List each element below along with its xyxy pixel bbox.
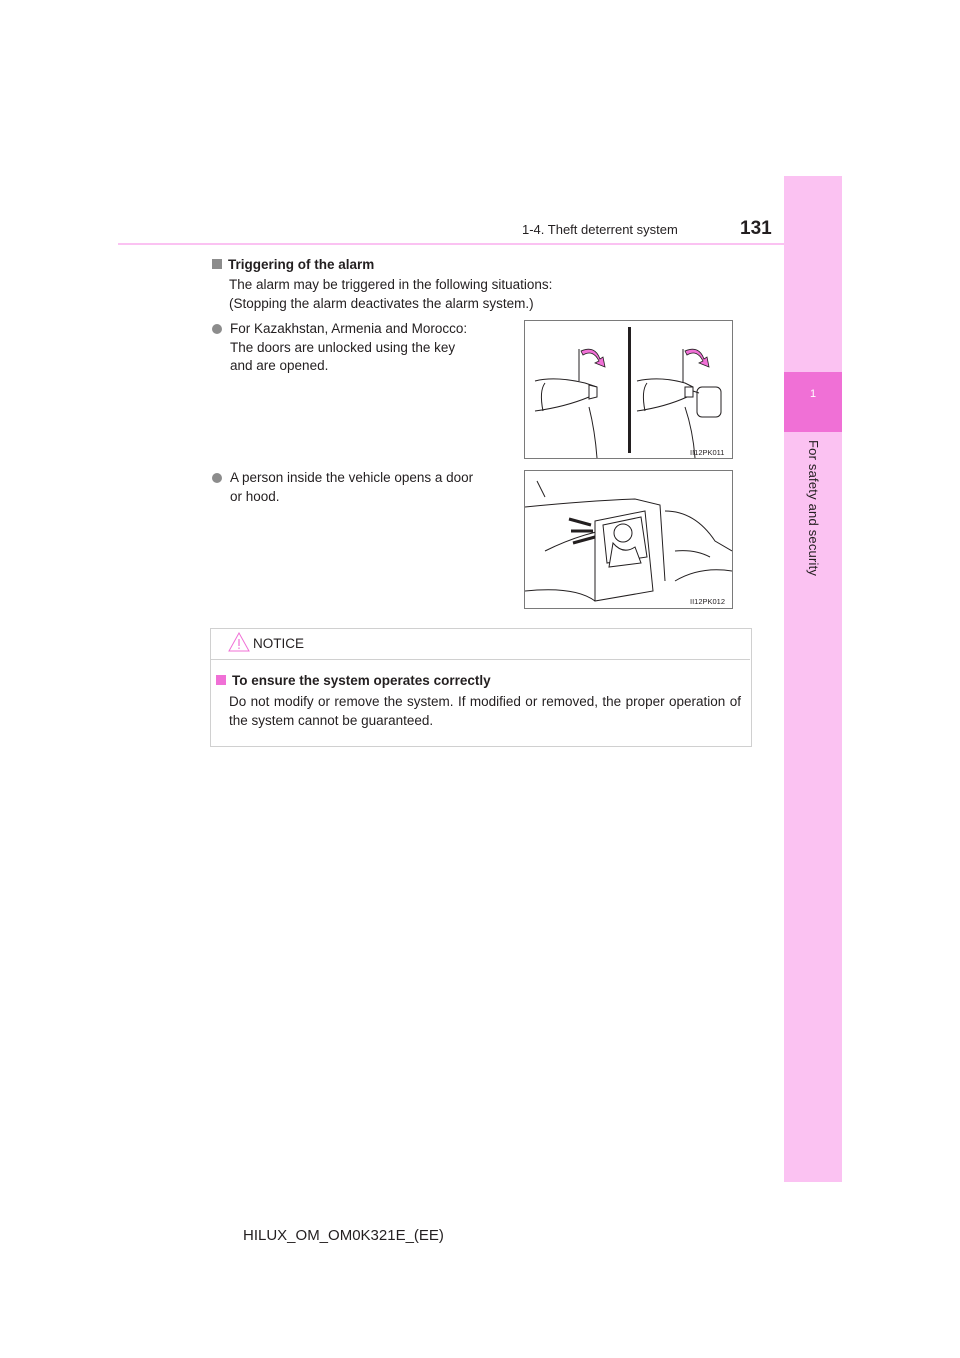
warning-triangle-icon <box>228 632 250 652</box>
section-heading: Triggering of the alarm <box>212 257 374 272</box>
chapter-number: 1 <box>809 388 817 400</box>
bullet-item-key-unlock: For Kazakhstan, Armenia and Morocco: The doors are unlocked using the key and are opened. <box>212 320 512 376</box>
circle-bullet-icon <box>212 473 222 483</box>
chapter-side-tab <box>784 176 842 1182</box>
figure-person-opens-door <box>524 470 733 609</box>
bullet-item-inside-open: A person inside the vehicle opens a door or hood. <box>212 469 512 506</box>
section-title: 1-4. Theft deterrent system <box>522 222 678 237</box>
circle-bullet-icon <box>212 324 222 334</box>
notice-subheading: To ensure the system operates correctly <box>216 673 491 688</box>
intro-text-line-2: (Stopping the alarm deactivates the alarm system.) <box>229 296 534 311</box>
figure-code-1: II12PK011 <box>690 448 725 457</box>
square-bullet-icon <box>212 259 222 269</box>
figure-key-unlock <box>524 320 733 459</box>
notice-body: Do not modify or remove the system. If modified or removed, the proper operation of the system cannot be guaranteed. <box>229 694 741 728</box>
page-number: 131 <box>740 218 772 239</box>
vehicle-door-open-illustration <box>525 471 732 608</box>
figure-code-2: II12PK012 <box>690 597 726 606</box>
notice-title: NOTICE <box>253 636 305 651</box>
intro-text-line-1: The alarm may be triggered in the following situations: <box>229 277 553 292</box>
door-handle-key-illustration <box>525 321 732 458</box>
document-id: HILUX_OM_OM0K321E_(EE) <box>243 1227 444 1244</box>
chapter-number-block <box>784 372 842 432</box>
header-divider <box>118 243 842 245</box>
chapter-title: For safety and security <box>806 440 821 577</box>
square-bullet-icon <box>216 675 226 685</box>
